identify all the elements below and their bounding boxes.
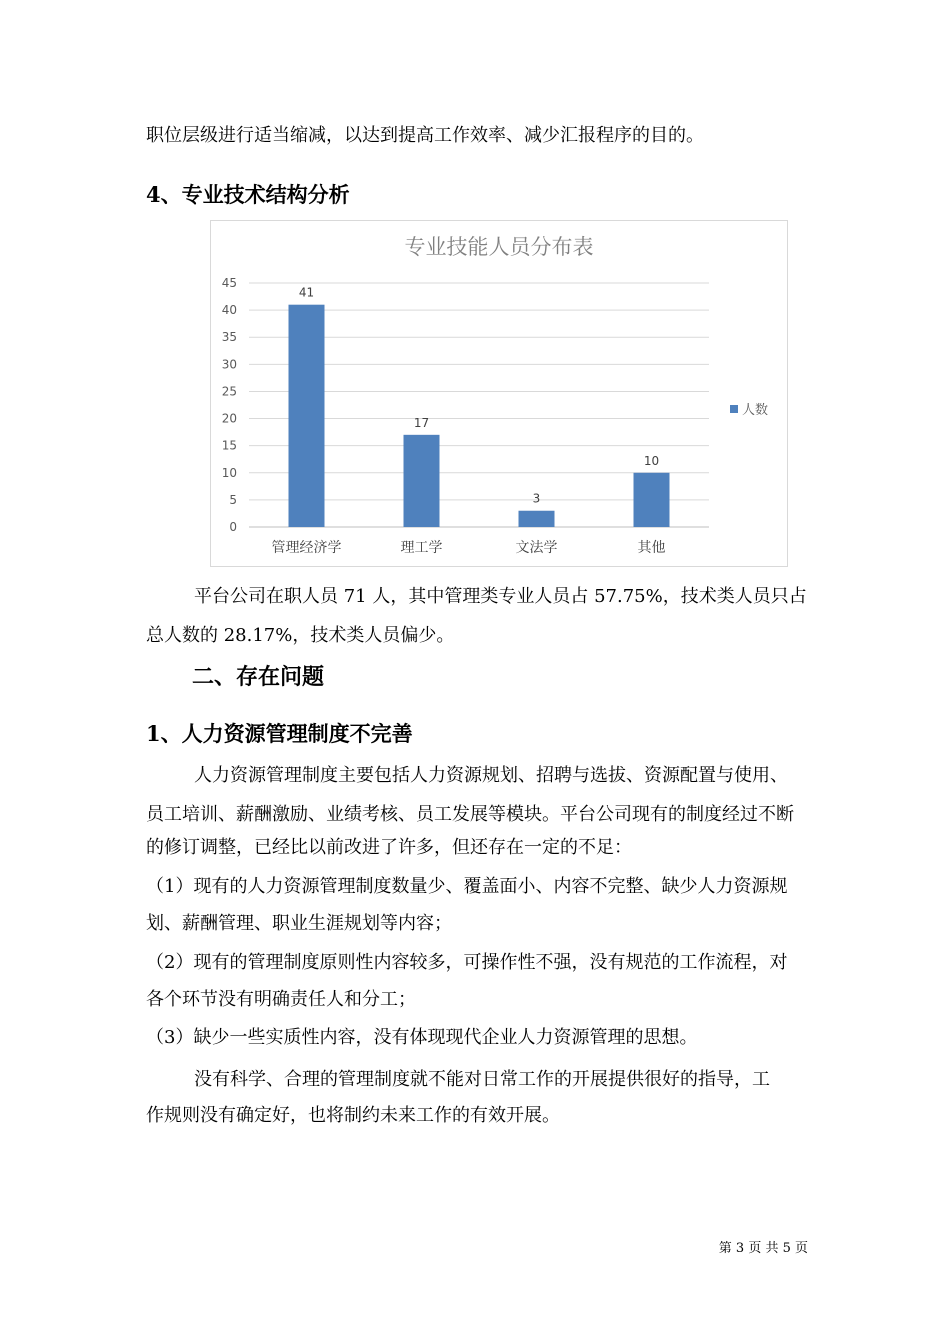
chart-bars (289, 286, 670, 527)
y-tick-label: 30 (221, 357, 237, 372)
x-tick-label: 理工学 (400, 540, 443, 556)
bar (519, 511, 555, 527)
y-tick-label: 25 (221, 384, 237, 399)
y-tick-label: 35 (221, 330, 237, 345)
paragraph-staff-summary-line1: 平台公司在职人员 71 人，其中管理类专业人员占 57.75%，技术类人员只占 (194, 586, 807, 607)
list-item-3: （3）缺少一些实质性内容，没有体现现代企业人力资源管理的思想。 (146, 1027, 698, 1048)
page-footer: 第 3 页 共 5 页 (718, 1241, 808, 1256)
chart-x-axis (272, 539, 666, 556)
legend-swatch (730, 405, 738, 413)
paragraph-hr-line1: 人力资源管理制度主要包括人力资源规划、招聘与选拔、资源配置与使用、 (194, 765, 788, 786)
y-tick-label: 10 (221, 465, 237, 480)
bar-data-label: 10 (643, 453, 660, 468)
y-tick-label: 5 (229, 492, 237, 507)
y-tick-label: 45 (221, 276, 237, 290)
paragraph-conclusion-line2: 作规则没有确定好，也将制约未来工作的有效开展。 (146, 1105, 560, 1126)
chart-legend (730, 402, 768, 418)
paragraph-hr-line2: 员工培训、薪酬激励、业绩考核、员工发展等模块。平台公司现有的制度经过不断 (146, 804, 794, 825)
chart-title: 专业技能人员分布表 (404, 235, 594, 259)
list-item-1-line2: 划、薪酬管理、职业生涯规划等内容； (146, 913, 452, 934)
section-heading-hr-system: 1、人力资源管理制度不完善 (146, 721, 413, 746)
paragraph-conclusion-line1: 没有科学、合理的管理制度就不能对日常工作的开展提供很好的指导，工 (194, 1069, 770, 1090)
bar-data-label: 3 (532, 491, 541, 506)
y-tick-label: 15 (221, 438, 237, 453)
chart-svg (211, 221, 787, 566)
list-item-2-line1: （2）现有的管理制度原则性内容较多，可操作性不强，没有规范的工作流程，对 (146, 952, 788, 973)
bar (289, 305, 325, 527)
paragraph-intro: 职位层级进行适当缩减，以达到提高工作效率、减少汇报程序的目的。 (146, 125, 704, 146)
chart-y-axis (222, 276, 237, 534)
x-tick-label: 其他 (637, 540, 666, 556)
list-item-2-line2: 各个环节没有明确责任人和分工； (146, 989, 416, 1010)
paragraph-staff-summary-line2: 总人数的 28.17%，技术类人员偏少。 (146, 625, 455, 646)
x-tick-label: 文法学 (515, 540, 558, 556)
section-heading-tech-structure: 4、专业技术结构分析 (146, 182, 350, 207)
bar (634, 473, 670, 527)
y-tick-label: 40 (221, 303, 237, 318)
bar (404, 435, 440, 527)
bar-data-label: 41 (298, 285, 315, 300)
paragraph-hr-line3: 的修订调整，已经比以前改进了许多，但还存在一定的不足： (146, 837, 632, 858)
y-tick-label: 0 (229, 520, 237, 534)
list-item-1-line1: （1）现有的人力资源管理制度数量少、覆盖面小、内容不完整、缺少人力资源规 (146, 876, 788, 897)
section-heading-issues: 二、存在问题 (192, 664, 325, 690)
x-tick-label: 管理经济学 (271, 540, 342, 556)
legend-label: 人数 (742, 403, 769, 418)
y-tick-label: 20 (221, 411, 237, 426)
bar-data-label: 17 (413, 415, 430, 430)
bar-chart (210, 220, 788, 567)
